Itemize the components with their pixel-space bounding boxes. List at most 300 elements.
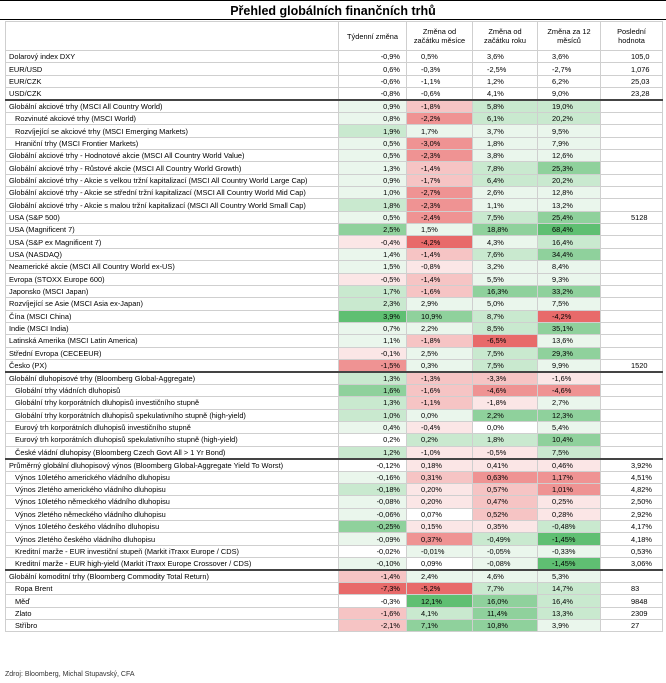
- row-value: 1,8%: [473, 137, 538, 149]
- row-value: 2309: [601, 607, 663, 619]
- row-value: -0,1%: [339, 347, 407, 359]
- row-value: 0,5%: [407, 51, 473, 63]
- row-name: Ropa Brent: [6, 583, 339, 595]
- row-value: 35,1%: [538, 322, 601, 334]
- row-value: 10,9%: [407, 310, 473, 322]
- row-value: [601, 322, 663, 334]
- row-value: 27: [601, 620, 663, 632]
- row-value: 1,2%: [473, 75, 538, 87]
- row-value: [601, 409, 663, 421]
- row-value: -1,45%: [538, 558, 601, 571]
- row-value: [601, 372, 663, 385]
- row-value: 0,4%: [339, 421, 407, 433]
- row-value: [601, 421, 663, 433]
- table-row: [6, 224, 663, 236]
- row-value: -0,18%: [339, 483, 407, 495]
- table-row: [6, 100, 663, 113]
- table-row: [6, 51, 663, 63]
- table-row: [6, 335, 663, 347]
- row-value: 1,1%: [473, 199, 538, 211]
- row-name: Globální akciové trhy - Akcie s velkou tržní kapitalizací (MSCI All Country World Large Cap): [6, 174, 339, 186]
- row-name: Latinská Amerika (MSCI Latin America): [6, 335, 339, 347]
- row-value: [601, 446, 663, 459]
- row-value: -2,2%: [407, 113, 473, 125]
- row-value: 1,7%: [339, 285, 407, 297]
- table-row: [6, 496, 663, 508]
- row-value: 4,51%: [601, 471, 663, 483]
- table-row: [6, 372, 663, 385]
- row-value: 0,37%: [407, 533, 473, 545]
- row-value: 68,4%: [538, 224, 601, 236]
- row-value: [601, 236, 663, 248]
- row-value: 0,9%: [339, 174, 407, 186]
- row-value: 5,4%: [538, 421, 601, 433]
- row-value: 14,7%: [538, 583, 601, 595]
- row-value: 10,4%: [538, 434, 601, 446]
- row-value: -1,8%: [473, 397, 538, 409]
- row-value: 5,5%: [473, 273, 538, 285]
- row-value: -1,6%: [407, 285, 473, 297]
- table-row: [6, 459, 663, 472]
- table-row: [6, 174, 663, 186]
- row-value: 1,8%: [473, 434, 538, 446]
- row-value: 29,3%: [538, 347, 601, 359]
- row-value: [601, 150, 663, 162]
- row-value: -0,5%: [339, 273, 407, 285]
- row-value: [601, 125, 663, 137]
- row-value: 4,1%: [407, 607, 473, 619]
- table-row: [6, 63, 663, 75]
- row-value: 8,5%: [473, 322, 538, 334]
- row-value: 83: [601, 583, 663, 595]
- table-row: [6, 199, 663, 211]
- table-row: [6, 125, 663, 137]
- row-value: 4,1%: [473, 88, 538, 101]
- row-value: [601, 434, 663, 446]
- row-name: Výnos 10letého amerického vládního dluhopisu: [6, 471, 339, 483]
- row-value: 0,46%: [538, 459, 601, 472]
- row-value: 0,53%: [601, 545, 663, 557]
- row-value: -0,02%: [339, 545, 407, 557]
- row-name: EUR/CZK: [6, 75, 339, 87]
- row-name: Měď: [6, 595, 339, 607]
- row-value: -0,08%: [339, 496, 407, 508]
- table-row: [6, 310, 663, 322]
- row-value: 7,5%: [473, 359, 538, 372]
- row-value: -4,2%: [407, 236, 473, 248]
- row-value: -1,8%: [407, 100, 473, 113]
- row-value: -1,5%: [339, 359, 407, 372]
- row-name: Globální trhy vládních dluhopisů: [6, 384, 339, 396]
- row-value: -1,4%: [407, 273, 473, 285]
- row-value: 2,92%: [601, 508, 663, 520]
- row-value: 1,9%: [339, 125, 407, 137]
- row-value: -0,8%: [407, 261, 473, 273]
- row-value: -4,6%: [473, 384, 538, 396]
- row-value: 9848: [601, 595, 663, 607]
- row-value: 16,3%: [473, 285, 538, 297]
- row-name: Japonsko (MSCI Japan): [6, 285, 339, 297]
- table-row: [6, 607, 663, 619]
- row-value: 1,01%: [538, 483, 601, 495]
- row-name: Indie (MSCI India): [6, 322, 339, 334]
- row-value: 13,2%: [538, 199, 601, 211]
- row-name: Globální trhy korporátních dluhopisů spekulativního stupně (high-yield): [6, 409, 339, 421]
- row-value: 4,18%: [601, 533, 663, 545]
- table-row: [6, 545, 663, 557]
- row-value: -1,0%: [407, 446, 473, 459]
- row-value: 2,2%: [473, 409, 538, 421]
- row-value: 1,2%: [339, 446, 407, 459]
- row-value: -0,4%: [407, 421, 473, 433]
- row-value: 1,3%: [339, 162, 407, 174]
- row-value: 19,0%: [538, 100, 601, 113]
- row-value: 0,8%: [339, 113, 407, 125]
- row-value: 2,4%: [407, 570, 473, 583]
- row-value: [601, 224, 663, 236]
- row-name: Česko (PX): [6, 359, 339, 372]
- row-value: 0,20%: [407, 483, 473, 495]
- row-value: 9,0%: [538, 88, 601, 101]
- header-weekly: Týdenní změna: [339, 22, 407, 51]
- row-value: 5,8%: [473, 100, 538, 113]
- row-value: 1,5%: [407, 224, 473, 236]
- table-row: [6, 298, 663, 310]
- row-value: -0,3%: [407, 63, 473, 75]
- row-value: -6,5%: [473, 335, 538, 347]
- row-value: 20,2%: [538, 113, 601, 125]
- row-value: [601, 162, 663, 174]
- row-value: 3,2%: [473, 261, 538, 273]
- row-value: 3,06%: [601, 558, 663, 571]
- table-row: [6, 359, 663, 372]
- row-value: 1,17%: [538, 471, 601, 483]
- row-name: Eurový trh korporátních dluhopisů spekulativního stupně (high-yield): [6, 434, 339, 446]
- row-value: -2,3%: [407, 199, 473, 211]
- row-value: 3,6%: [538, 51, 601, 63]
- row-value: -0,6%: [339, 75, 407, 87]
- row-value: 23,28: [601, 88, 663, 101]
- row-value: 0,9%: [339, 100, 407, 113]
- row-value: 12,6%: [538, 150, 601, 162]
- row-value: 2,5%: [407, 347, 473, 359]
- row-name: Rozvíjející se akciové trhy (MSCI Emerging Markets): [6, 125, 339, 137]
- row-name: Výnos 2letého českého vládního dluhopisu: [6, 533, 339, 545]
- row-value: 2,9%: [407, 298, 473, 310]
- row-value: 1,0%: [339, 187, 407, 199]
- row-name: Neamerické akcie (MSCI All Country World ex-US): [6, 261, 339, 273]
- row-name: Stříbro: [6, 620, 339, 632]
- row-name: Globální komoditní trhy (Bloomberg Commodity Total Return): [6, 570, 339, 583]
- row-name: Výnos 10letého českého vládního dluhopisu: [6, 521, 339, 533]
- row-value: -2,3%: [407, 150, 473, 162]
- row-name: Kreditní marže - EUR high-yield (Markit iTraxx Europe Crossover / CDS): [6, 558, 339, 571]
- row-value: 7,5%: [473, 211, 538, 223]
- row-value: 25,3%: [538, 162, 601, 174]
- table-row: [6, 521, 663, 533]
- row-value: 0,7%: [339, 322, 407, 334]
- row-name: Globální akciové trhy - Akcie s malou tržní kapitalizací (MSCI All Country World Small Cap): [6, 199, 339, 211]
- row-value: 0,35%: [473, 521, 538, 533]
- row-value: -0,3%: [339, 595, 407, 607]
- header-mtd: Změna od začátku měsíce: [407, 22, 473, 51]
- table-row: [6, 150, 663, 162]
- row-value: [601, 100, 663, 113]
- row-value: 0,63%: [473, 471, 538, 483]
- row-value: 13,3%: [538, 607, 601, 619]
- row-value: 3,9%: [339, 310, 407, 322]
- row-value: 5,0%: [473, 298, 538, 310]
- table-row: [6, 397, 663, 409]
- row-value: -1,6%: [538, 372, 601, 385]
- row-value: -0,05%: [473, 545, 538, 557]
- row-value: -0,8%: [339, 88, 407, 101]
- row-value: -0,49%: [473, 533, 538, 545]
- row-value: -0,6%: [407, 88, 473, 101]
- row-value: -4,2%: [538, 310, 601, 322]
- row-name: České vládní dluhopisy (Bloomberg Czech Govt All > 1 Yr Bond): [6, 446, 339, 459]
- row-value: -5,2%: [407, 583, 473, 595]
- row-name: Čína (MSCI China): [6, 310, 339, 322]
- row-name: USA (Magnificent 7): [6, 224, 339, 236]
- row-value: 25,03: [601, 75, 663, 87]
- row-value: 0,15%: [407, 521, 473, 533]
- table-row: [6, 236, 663, 248]
- row-value: 8,7%: [473, 310, 538, 322]
- row-name: Hraniční trhy (MSCI Frontier Markets): [6, 137, 339, 149]
- table-row: [6, 187, 663, 199]
- row-value: [601, 174, 663, 186]
- table-row: [6, 483, 663, 495]
- row-name: Výnos 10letého německého vládního dluhopisu: [6, 496, 339, 508]
- row-value: 3,8%: [473, 150, 538, 162]
- row-value: 8,4%: [538, 261, 601, 273]
- row-value: 1,7%: [407, 125, 473, 137]
- table-row: [6, 583, 663, 595]
- row-value: [601, 261, 663, 273]
- row-value: 0,25%: [538, 496, 601, 508]
- row-name: Střední Evropa (CECEEUR): [6, 347, 339, 359]
- row-value: [601, 248, 663, 260]
- table-row: [6, 113, 663, 125]
- row-value: 1,1%: [339, 335, 407, 347]
- table-row: [6, 620, 663, 632]
- row-value: -0,08%: [473, 558, 538, 571]
- row-value: 1,6%: [339, 384, 407, 396]
- row-value: 0,31%: [407, 471, 473, 483]
- row-value: -1,45%: [538, 533, 601, 545]
- row-value: -0,33%: [538, 545, 601, 557]
- row-value: [601, 187, 663, 199]
- table-row: [6, 261, 663, 273]
- row-value: 3,92%: [601, 459, 663, 472]
- row-value: 0,41%: [473, 459, 538, 472]
- table-row: [6, 137, 663, 149]
- row-value: 2,3%: [339, 298, 407, 310]
- row-value: 1,076: [601, 63, 663, 75]
- row-value: 3,9%: [538, 620, 601, 632]
- row-value: [601, 310, 663, 322]
- header-ytd: Změna od začátku roku: [473, 22, 538, 51]
- row-value: 0,20%: [407, 496, 473, 508]
- table-row: [6, 285, 663, 297]
- row-value: 4,3%: [473, 236, 538, 248]
- header-row: [6, 22, 663, 51]
- row-value: 0,28%: [538, 508, 601, 520]
- row-value: 20,2%: [538, 174, 601, 186]
- row-value: -0,01%: [407, 545, 473, 557]
- row-value: 3,6%: [473, 51, 538, 63]
- table-row: [6, 421, 663, 433]
- row-value: 12,3%: [538, 409, 601, 421]
- page-title: Přehled globálních finančních trhů: [0, 0, 666, 20]
- row-value: 0,0%: [407, 409, 473, 421]
- row-value: 7,7%: [473, 583, 538, 595]
- table-row: [6, 211, 663, 223]
- header-last: Poslední hodnota: [601, 22, 663, 51]
- row-name: USD/CZK: [6, 88, 339, 101]
- row-value: 0,09%: [407, 558, 473, 571]
- header-12m: Změna za 12 měsíců: [538, 22, 601, 51]
- row-name: Kreditní marže - EUR investiční stupeň (Markit iTraxx Europe / CDS): [6, 545, 339, 557]
- header-name: [6, 22, 339, 51]
- row-name: Globální trhy korporátních dluhopisů investičního stupně: [6, 397, 339, 409]
- row-value: 9,5%: [538, 125, 601, 137]
- row-value: 0,6%: [339, 63, 407, 75]
- row-name: Globální akciové trhy - Růstové akcie (MSCI All Country World Growth): [6, 162, 339, 174]
- row-value: 4,82%: [601, 483, 663, 495]
- row-value: [601, 285, 663, 297]
- row-value: 0,5%: [339, 150, 407, 162]
- table-row: [6, 570, 663, 583]
- row-value: 0,5%: [339, 211, 407, 223]
- row-value: -3,0%: [407, 137, 473, 149]
- row-value: -2,1%: [339, 620, 407, 632]
- row-value: 10,8%: [473, 620, 538, 632]
- row-value: 9,3%: [538, 273, 601, 285]
- row-value: [601, 384, 663, 396]
- row-value: 7,5%: [538, 298, 601, 310]
- row-value: -2,7%: [407, 187, 473, 199]
- row-value: -2,4%: [407, 211, 473, 223]
- row-name: Výnos 2letého amerického vládního dluhopisu: [6, 483, 339, 495]
- row-value: 9,9%: [538, 359, 601, 372]
- row-value: -0,9%: [339, 51, 407, 63]
- row-value: 12,1%: [407, 595, 473, 607]
- row-value: 4,6%: [473, 570, 538, 583]
- table-row: [6, 595, 663, 607]
- row-value: -1,7%: [407, 174, 473, 186]
- row-value: 18,8%: [473, 224, 538, 236]
- table-row: [6, 533, 663, 545]
- row-value: -0,06%: [339, 508, 407, 520]
- row-value: -1,4%: [407, 162, 473, 174]
- row-value: [601, 347, 663, 359]
- row-value: 6,1%: [473, 113, 538, 125]
- row-value: -7,3%: [339, 583, 407, 595]
- row-value: [601, 570, 663, 583]
- row-value: 1520: [601, 359, 663, 372]
- row-name: USA (S&P 500): [6, 211, 339, 223]
- row-value: 3,7%: [473, 125, 538, 137]
- row-value: 7,6%: [473, 248, 538, 260]
- row-value: -1,6%: [339, 607, 407, 619]
- row-value: [601, 273, 663, 285]
- row-name: Globální akciové trhy (MSCI All Country World): [6, 100, 339, 113]
- row-value: 1,5%: [339, 261, 407, 273]
- table-row: [6, 248, 663, 260]
- table-row: [6, 75, 663, 87]
- table-row: [6, 322, 663, 334]
- row-value: 7,8%: [473, 162, 538, 174]
- row-value: -1,1%: [407, 397, 473, 409]
- row-value: 2,7%: [538, 397, 601, 409]
- row-name: Eurový trh korporátních dluhopisů investičního stupně: [6, 421, 339, 433]
- row-value: -0,10%: [339, 558, 407, 571]
- table-row: [6, 471, 663, 483]
- markets-table: [5, 21, 663, 632]
- row-value: -1,4%: [339, 570, 407, 583]
- row-value: 6,2%: [538, 75, 601, 87]
- table-row: [6, 434, 663, 446]
- row-value: [601, 199, 663, 211]
- row-value: 16,0%: [473, 595, 538, 607]
- row-value: 1,3%: [339, 397, 407, 409]
- row-value: 0,3%: [407, 359, 473, 372]
- row-value: -1,3%: [407, 372, 473, 385]
- table-row: [6, 162, 663, 174]
- row-value: -0,12%: [339, 459, 407, 472]
- row-value: 11,4%: [473, 607, 538, 619]
- table-row: [6, 347, 663, 359]
- table-row: [6, 88, 663, 101]
- row-value: 7,5%: [473, 347, 538, 359]
- row-value: -2,5%: [473, 63, 538, 75]
- row-value: 25,4%: [538, 211, 601, 223]
- row-value: 13,6%: [538, 335, 601, 347]
- row-value: [601, 335, 663, 347]
- row-value: -2,7%: [538, 63, 601, 75]
- row-value: 6,4%: [473, 174, 538, 186]
- row-value: -0,25%: [339, 521, 407, 533]
- row-value: 0,07%: [407, 508, 473, 520]
- row-value: 33,2%: [538, 285, 601, 297]
- row-value: 5128: [601, 211, 663, 223]
- row-value: -0,09%: [339, 533, 407, 545]
- row-value: 105,0: [601, 51, 663, 63]
- row-value: 0,2%: [339, 434, 407, 446]
- row-name: Rozvinuté akciové trhy (MSCI World): [6, 113, 339, 125]
- row-value: -0,16%: [339, 471, 407, 483]
- table-row: [6, 273, 663, 285]
- row-name: USA (NASDAQ): [6, 248, 339, 260]
- row-value: 34,4%: [538, 248, 601, 260]
- row-value: 0,0%: [473, 421, 538, 433]
- row-value: -1,6%: [407, 384, 473, 396]
- row-value: -0,5%: [473, 446, 538, 459]
- row-value: 16,4%: [538, 236, 601, 248]
- row-name: Evropa (STOXX Europe 600): [6, 273, 339, 285]
- row-name: Globální akciové trhy - Hodnotové akcie (MSCI All Country World Value): [6, 150, 339, 162]
- row-value: 16,4%: [538, 595, 601, 607]
- source-note: Zdroj: Bloomberg, Michal Stupavský, CFA: [5, 671, 135, 678]
- row-value: [601, 113, 663, 125]
- row-value: 0,57%: [473, 483, 538, 495]
- row-value: -4,6%: [538, 384, 601, 396]
- row-name: Zlato: [6, 607, 339, 619]
- row-value: 1,0%: [339, 409, 407, 421]
- row-value: [601, 397, 663, 409]
